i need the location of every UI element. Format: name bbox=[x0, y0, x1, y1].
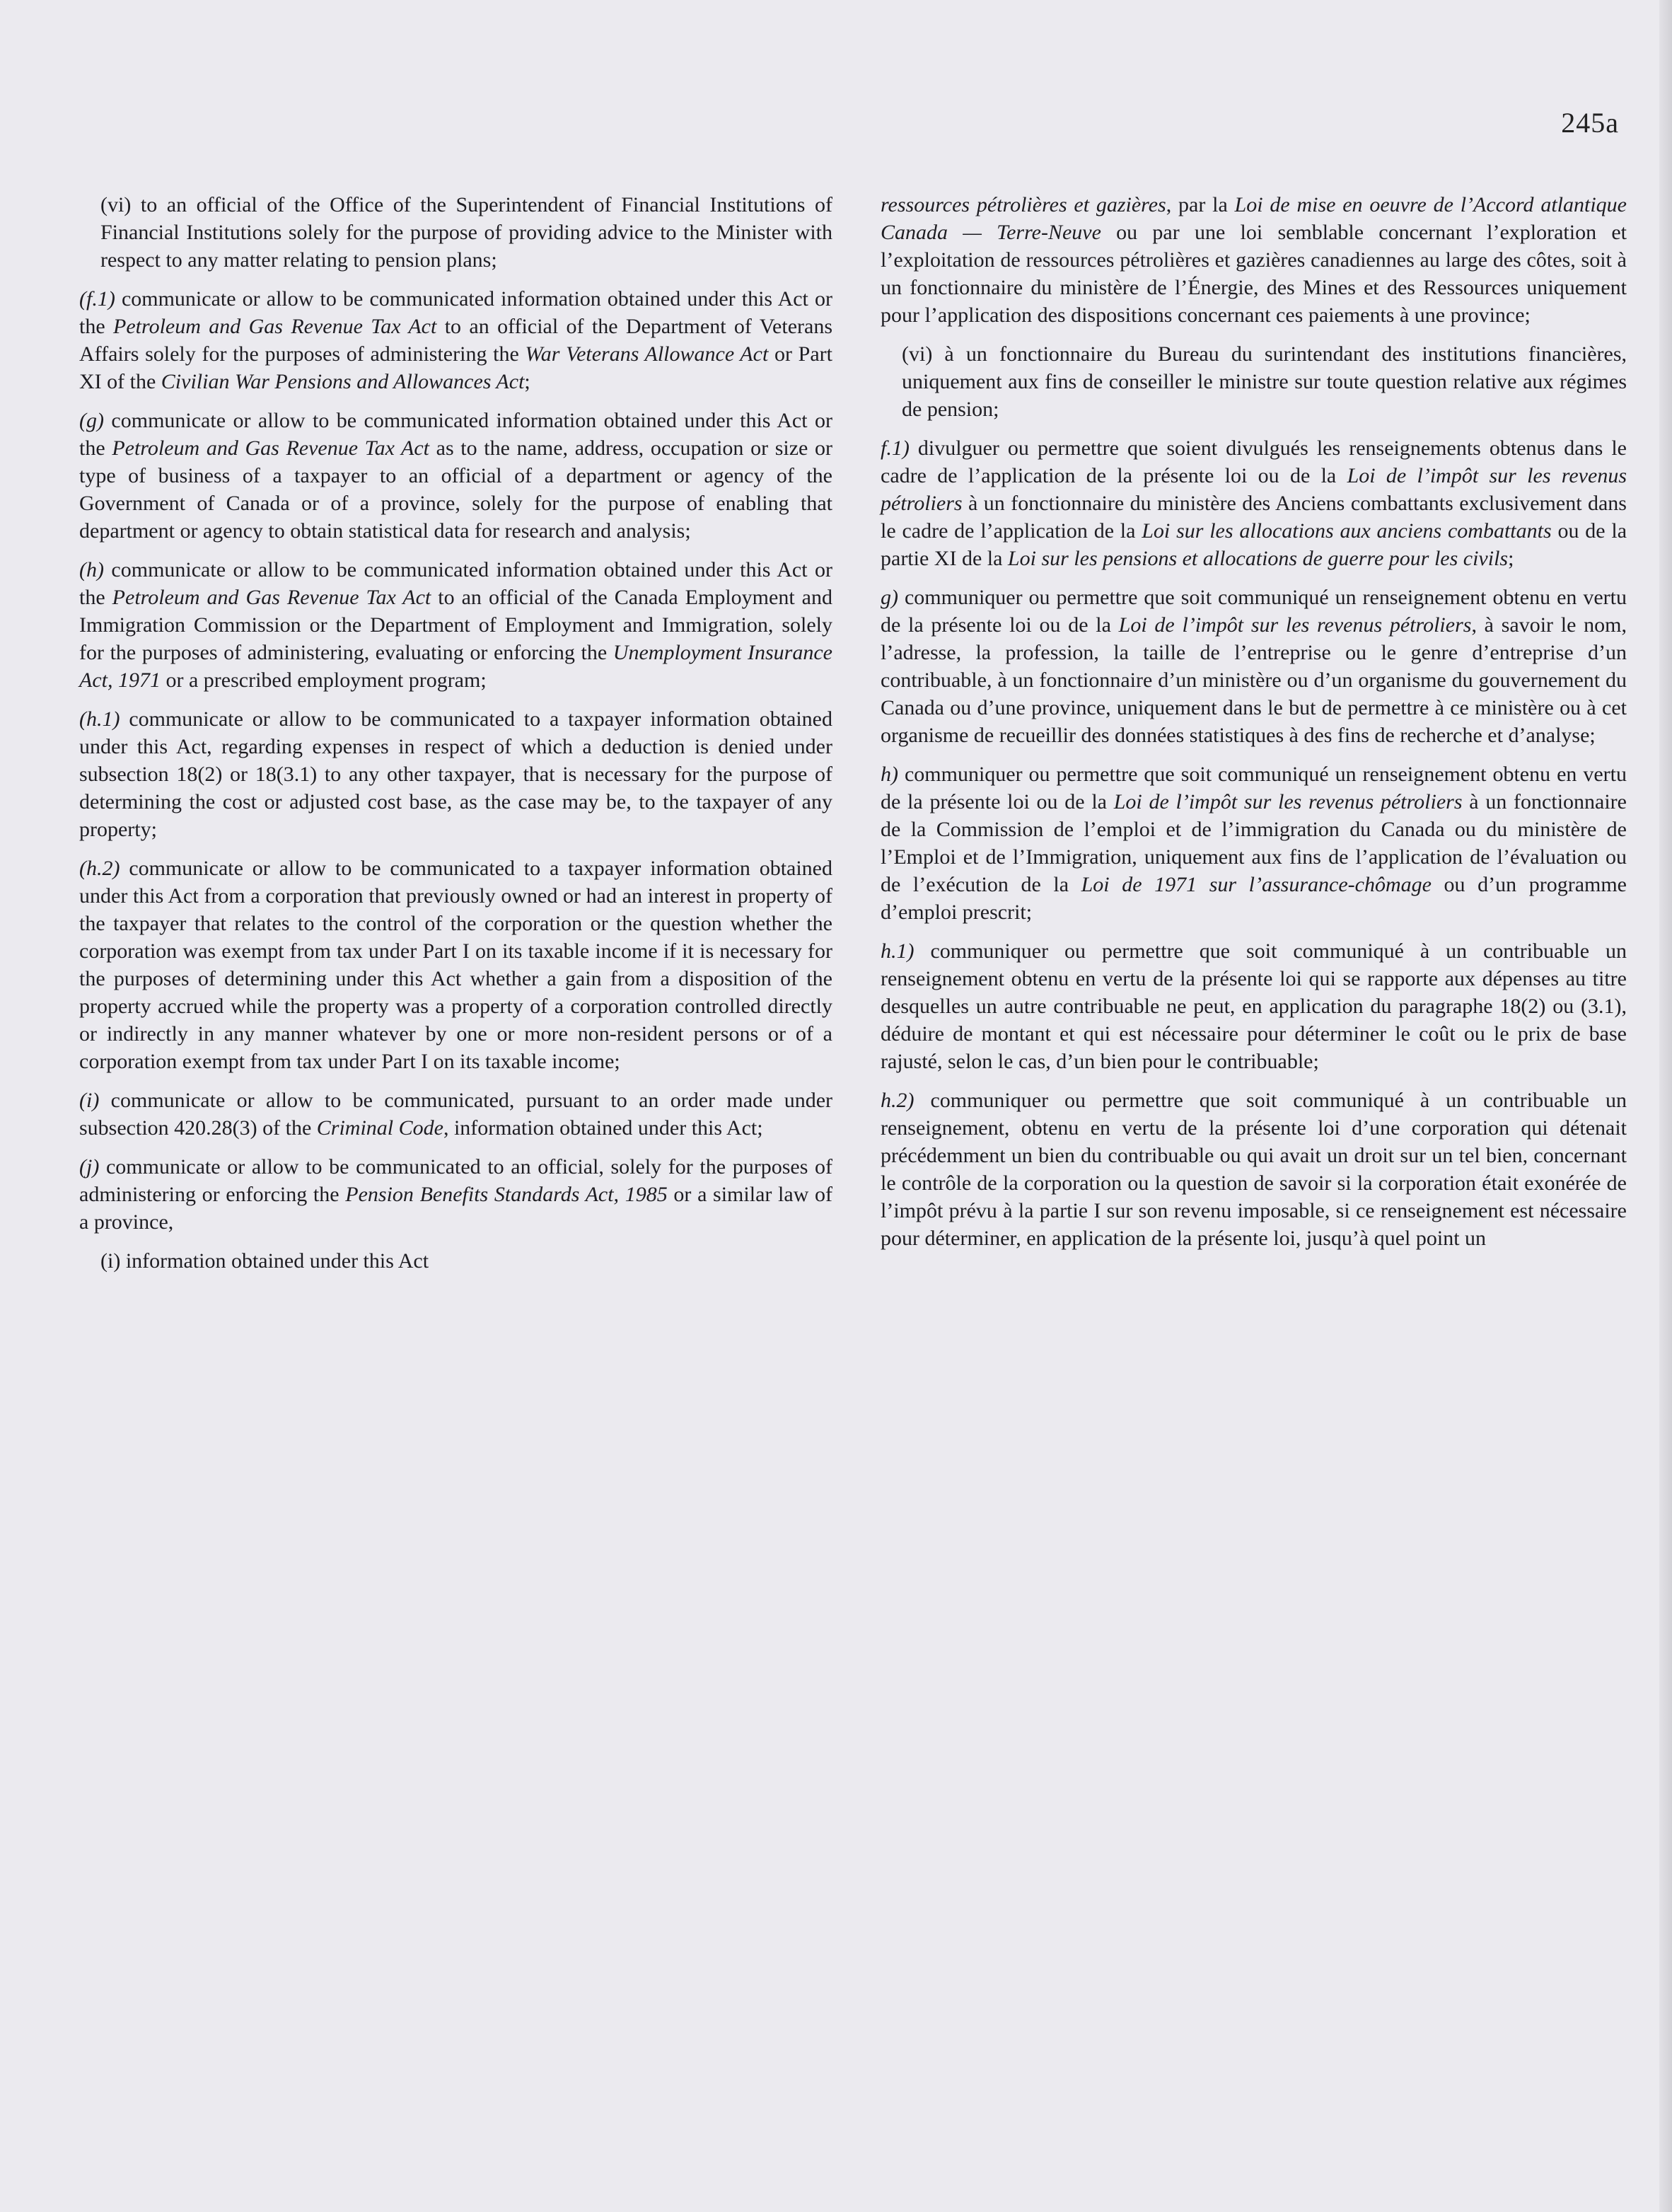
paragraph-h-fr: h) communiquer ou permettre que soit communiqué un renseignement obtenu en vertu de la présente loi ou de la Loi de l’impôt sur les revenus pétroliers à un fonctionnaire de la Commission de l’emploi et de l’immigration du Canada ou du ministère de l’Emploi et de l’Immigration, uniquement aux fins de l’application de l’évaluation ou de l’exécution de la Loi de 1971 sur l’assurance-chômage ou d’un programme d’emploi prescrit; bbox=[881, 763, 1627, 924]
paragraph-i-en: (i) communicate or allow to be communicated, pursuant to an order made under subsection 420.28(3) of the Criminal Code, information obtained under this Act; bbox=[79, 1089, 832, 1140]
paragraph-g-fr: g) communiquer ou permettre que soit communiqué un renseignement obtenu en vertu de la présente loi ou de la Loi de l’impôt sur les revenus pétroliers, à savoir le nom, l’adresse, la profession, la taille de l’entreprise ou le genre d’entreprise d’un contribuable, à un fonctionnaire d’un ministère ou d’un organisme du gouvernement du Canada ou d’une province, uniquement dans le but de permettre à ce ministère ou à cet organisme de recueillir des données statistiques à des fins de recherche et d’analyse; bbox=[881, 586, 1627, 747]
english-column bbox=[79, 191, 832, 1286]
paragraph-f1-en: (f.1) communicate or allow to be communicated information obtained under this Act or the Petroleum and Gas Revenue Tax Act to an official of the Department of Veterans Affairs solely for the purposes of administering the War Veterans Allowance Act or Part XI of the Civilian War Pensions and Allowances Act; bbox=[79, 287, 832, 393]
paragraph-h2-en: (h.2) communicate or allow to be communicated to a taxpayer information obtained under this Act from a corporation that previously owned or had an interest in property of the taxpayer that relates to the control of the corporation or the question whether the corporation was exempt from tax under Part I on its taxable income if it is necessary for the purposes of determining under this Act whether a gain from a disposition of the property accrued while the property was a property of a corporation controlled directly or indirectly in any manner whatever by one or more non-resident persons or of a corporation exempt from tax under Part I on its taxable income; bbox=[79, 857, 832, 1073]
clause-label: g) bbox=[881, 586, 898, 609]
paragraph-g-en: (g) communicate or allow to be communicated information obtained under this Act or the Petroleum and Gas Revenue Tax Act as to the name, address, occupation or size or type of business of a taxpayer to an official of a department or agency of the Government of Canada or of a province, solely for the purpose of enabling that department or agency to obtain statistical data for research and analysis; bbox=[79, 409, 832, 543]
clause-label: (f.1) bbox=[79, 287, 115, 311]
page-number: 245a bbox=[1561, 107, 1619, 139]
paragraph-h2-fr: h.2) communiquer ou permettre que soit communiqué à un contribuable un renseignement, obtenu en vertu de la présente loi d’une corporation qui détenait précédemment un bien du contribuable ou qui avait un droit sur un tel bien, concernant le contrôle de la corporation ou la question de savoir si la corporation était exonérée de l’impôt prévu à la partie I sur son revenu imposable, si ce renseignement est nécessaire pour déterminer, en application de la présente loi, jusqu’à quel point un bbox=[881, 1089, 1627, 1250]
clause-label: h) bbox=[881, 763, 898, 786]
clause-label: h.2) bbox=[881, 1089, 915, 1112]
paragraph-continuation-fr: ressources pétrolières et gazières, par la Loi de mise en oeuvre de l’Accord atlantique Canada — Terre-Neuve ou par une loi semblable concernant l’exploration et l’exploitation de ressources pétrolières et gazières canadiennes au large des côtes, soit à un fonctionnaire du ministère de l’Énergie, des Mines et des Ressources uniquement pour l’application des dispositions concernant ces paiements à une province; bbox=[881, 193, 1627, 327]
paragraph-f1-fr: f.1) divulguer ou permettre que soient divulgués les renseignements obtenus dans le cadre de l’application de la présente loi ou de la Loi de l’impôt sur les revenus pétroliers à un fonctionnaire du ministère des Anciens combattants exclusivement dans le cadre de l’application de la Loi sur les allocations aux anciens combattants ou de la partie XI de la Loi sur les pensions et allocations de guerre pour les civils; bbox=[881, 436, 1627, 570]
clause-label: (h.1) bbox=[79, 707, 120, 731]
clause-label: (h.2) bbox=[79, 857, 120, 880]
paragraph-j-en: (j) communicate or allow to be communicated to an official, solely for the purposes of administering or enforcing the Pension Benefits Standards Act, 1985 or a similar law of a province, bbox=[79, 1155, 833, 1234]
clause-label: h.1) bbox=[881, 939, 915, 963]
paragraph-h1-fr: h.1) communiquer ou permettre que soit communiqué à un contribuable un renseignement obtenu en vertu de la présente loi qui se rapporte aux dépenses au titre desquelles un autre contribuable ne peut, en application du paragraphe 18(2) ou (3.1), déduire de montant et qui est nécessaire pour déterminer le coût ou le prix de base rajusté, selon le cas, d’un bien pour le contribuable; bbox=[881, 939, 1627, 1073]
clause-label: f.1) bbox=[881, 436, 910, 460]
clause-label: (h) bbox=[79, 558, 104, 581]
clause-label: (i) bbox=[79, 1089, 100, 1112]
page-edge-shadow bbox=[1659, 0, 1672, 2212]
clause-label: (g) bbox=[79, 409, 104, 432]
paragraph-vi-en: (vi) to an official of the Office of the Superintendent of Financial Institutions of Financial Institutions solely for the purpose of providing advice to the Minister with respect to any matter relating to pension plans; bbox=[100, 193, 832, 272]
paragraph-h1-en: (h.1) communicate or allow to be communicated to a taxpayer information obtained under this Act, regarding expenses in respect of which a deduction is denied under subsection 18(2) or 18(3.1) to any other taxpayer, that is necessary for the purpose of determining the cost or adjusted cost base, as the case may be, to the taxpayer of any property; bbox=[79, 707, 832, 841]
paragraph-vi-fr: (vi) à un fonctionnaire du Bureau du surintendant des institutions financières, uniquement aux fins de conseiller le ministre sur toute question relative aux régimes de pension; bbox=[902, 342, 1627, 421]
french-column bbox=[881, 191, 1627, 1263]
clause-label: (j) bbox=[79, 1155, 100, 1179]
paragraph-h-en: (h) communicate or allow to be communicated information obtained under this Act or the Petroleum and Gas Revenue Tax Act to an official of the Canada Employment and Immigration Commission or the Department of Employment and Immigration, solely for the purposes of administering, evaluating or enforcing the Unemployment Insurance Act, 1971 or a prescribed employment program; bbox=[79, 558, 832, 692]
subparagraph-j-i-en: (i) information obtained under this Act bbox=[100, 1249, 429, 1273]
